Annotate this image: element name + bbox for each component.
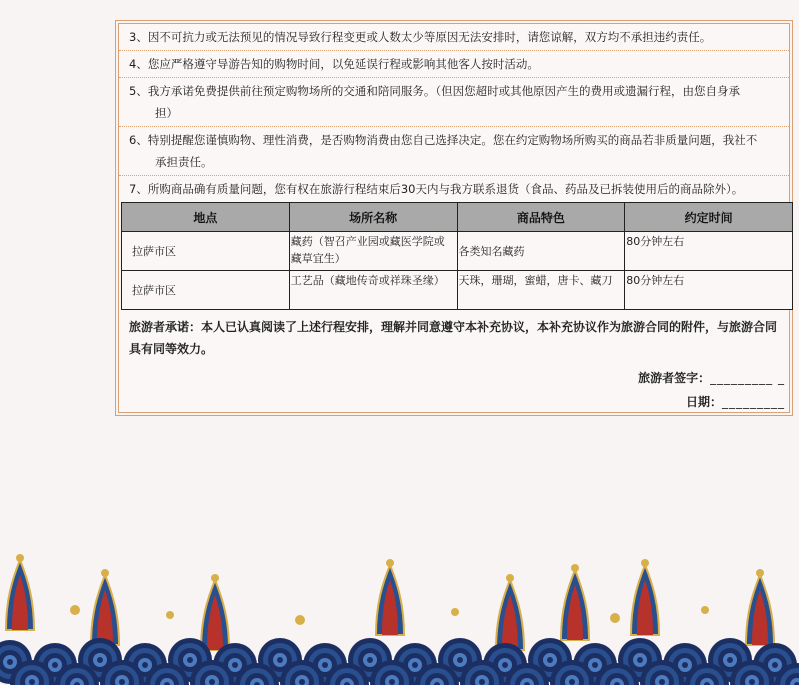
header-venue: 场所名称	[289, 203, 457, 232]
cell-location: 拉萨市区	[122, 232, 290, 271]
table-row	[122, 232, 793, 271]
notice-item-4: 4、您应严格遵守导游告知的购物时间，以免延误行程或影响其他客人按时活动。	[119, 51, 789, 78]
notice-item-6: 6、特别提醒您谨慎购物、理性消费，是否购物消费由您自己选择决定。您在约定购物场所购买的商品若非质量问题，我社不 承担责任。	[119, 127, 789, 176]
signature-blank: _________ _	[710, 371, 785, 385]
cell-venue: 工艺品（藏地传奇或祥珠圣缘）	[289, 271, 457, 310]
header-product: 商品特色	[457, 203, 625, 232]
cell-time: 80分钟左右	[625, 232, 793, 271]
notice-item-7: 7、所购商品确有质量问题，您有权在旅游行程结束后30天内与我方联系退货（食品、药品及已拆装使用后的商品除外）。	[129, 182, 744, 196]
date-row	[119, 390, 789, 414]
header-time: 约定时间	[625, 203, 793, 232]
traveler-promise: 旅游者承诺：本人已认真阅读了上述行程安排，理解并同意遵守本补充协议，本补充协议作为旅游合同的附件，与旅游合同具有同等效力。	[129, 320, 778, 356]
cell-product: 天珠，珊瑚，蜜蜡，唐卡、藏刀	[457, 271, 625, 310]
shopping-table	[121, 202, 793, 310]
signature-row	[119, 366, 789, 390]
spire-group-right	[631, 559, 774, 645]
date-blank: _________	[722, 395, 785, 409]
table-header-row	[122, 203, 793, 232]
cell-time: 80分钟左右	[625, 271, 793, 310]
tibetan-wave-decoration	[0, 550, 799, 685]
spire-group-left	[6, 554, 229, 650]
document-body	[118, 23, 790, 413]
notice-item-5: 5、我方承诺免费提供前往预定购物场所的交通和陪同服务。（但因您超时或其他原因产生的费用或遗漏行程，由您自身承 担）	[119, 78, 789, 127]
signature-label: 旅游者签字：	[638, 371, 711, 385]
cell-location: 拉萨市区	[122, 271, 290, 310]
spire-group-center	[376, 559, 589, 650]
notice-item-3: 3、因不可抗力或无法预见的情况导致行程变更或人数太少等原因无法安排时，请您谅解，双方均不承担违约责任。	[119, 24, 789, 51]
table-row	[122, 271, 793, 310]
date-label: 日期：	[685, 395, 722, 409]
document-frame	[115, 20, 793, 416]
cell-product: 各类知名藏药	[457, 232, 625, 271]
header-location: 地点	[122, 203, 290, 232]
cell-venue: 藏药（智召产业园或藏医学院或藏草宜生）	[289, 232, 457, 271]
